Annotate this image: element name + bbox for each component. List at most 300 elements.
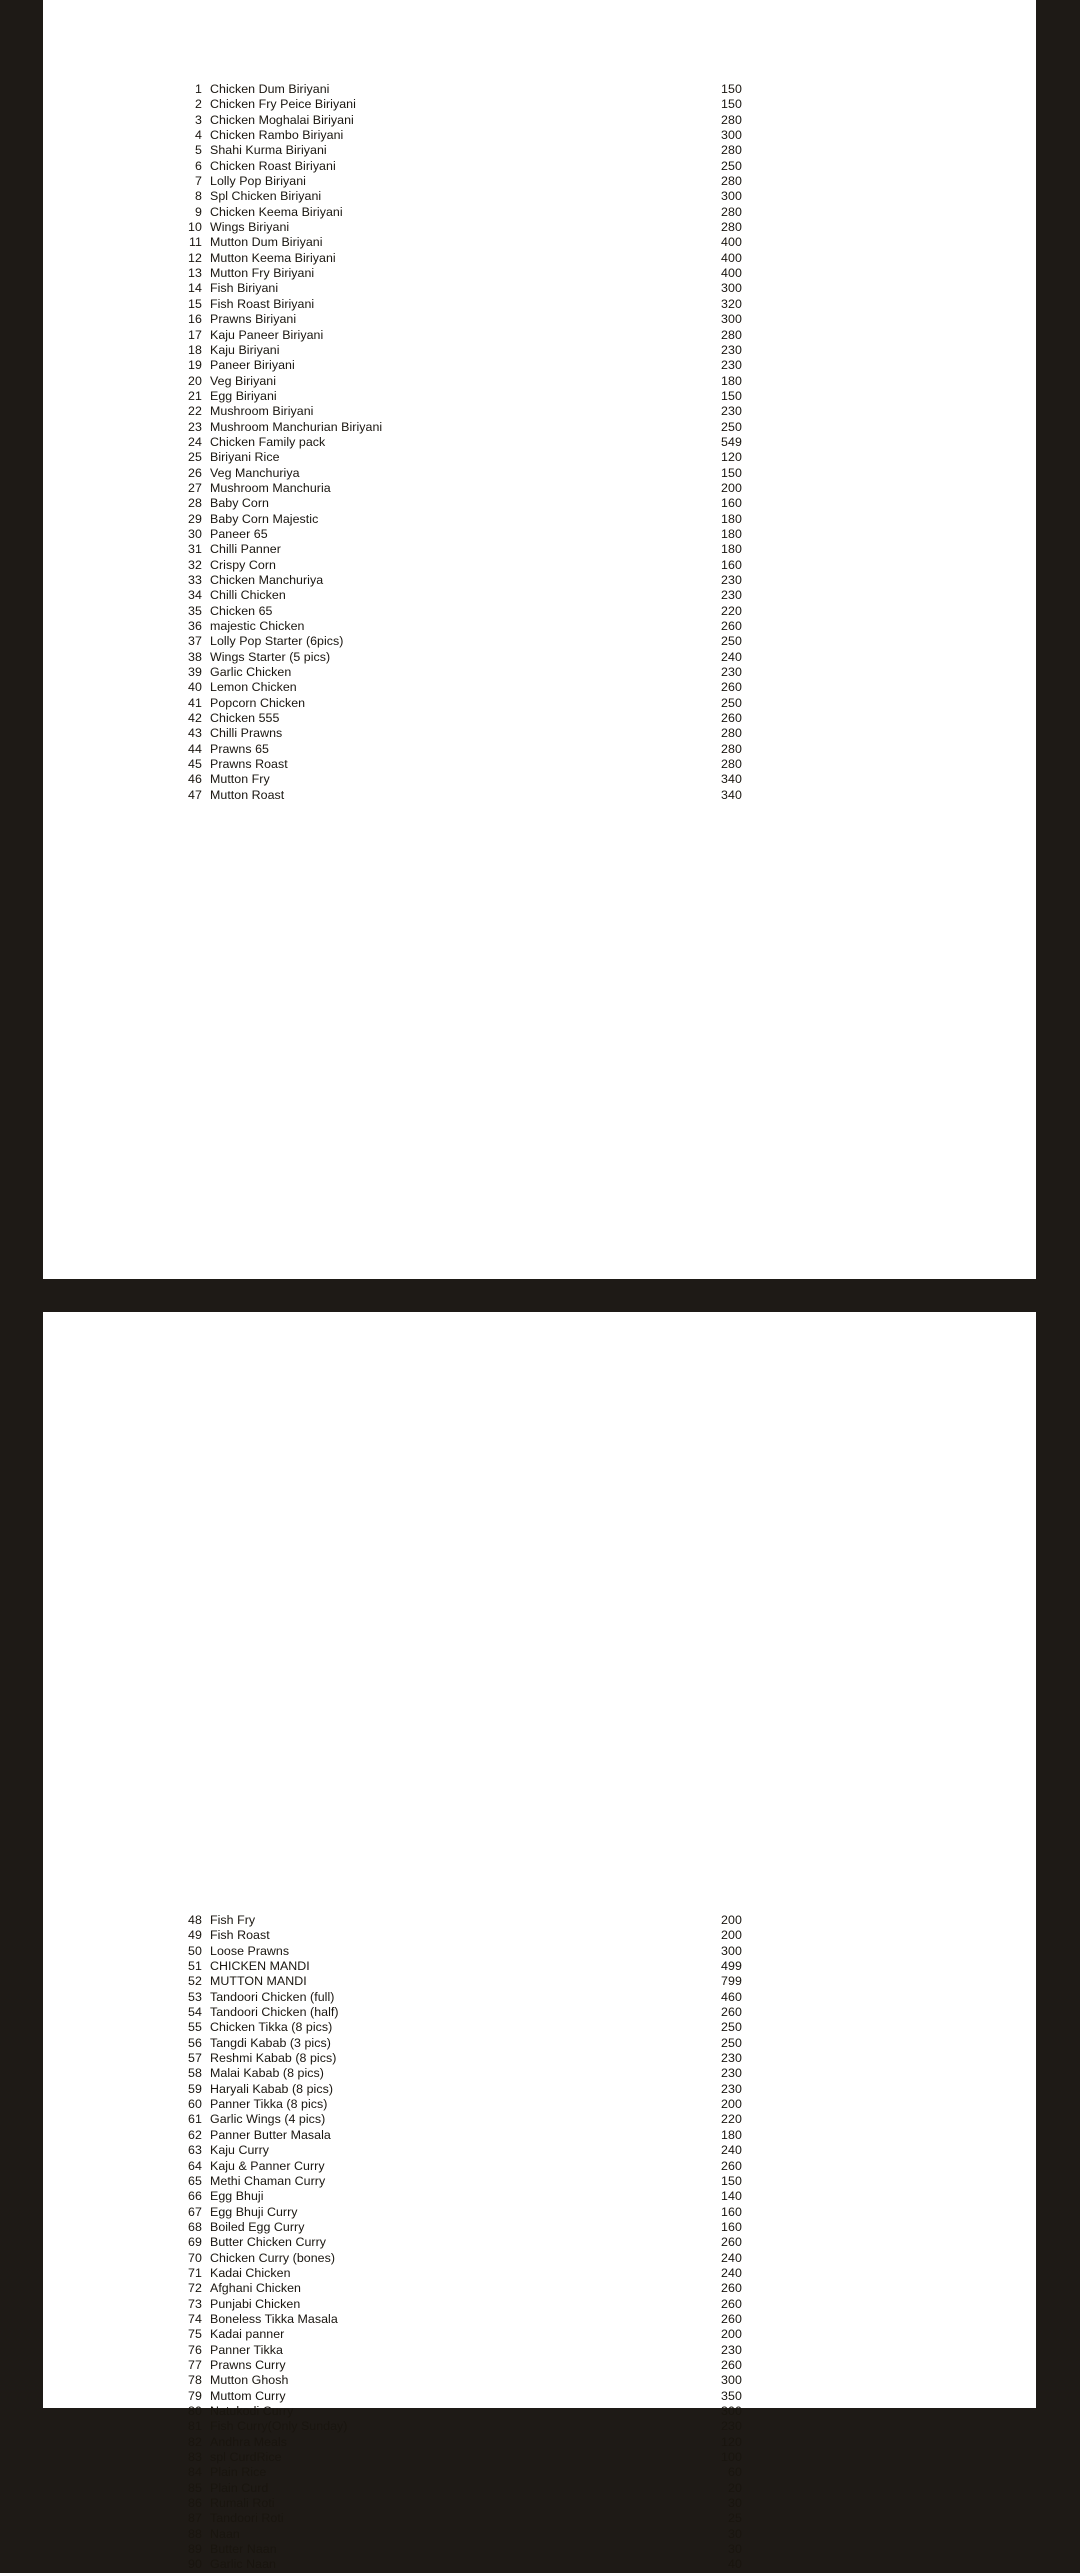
menu-item-price: 240	[721, 2265, 742, 2280]
menu-item-name: Mutton Dum Biriyani	[210, 235, 323, 250]
menu-item-row	[172, 2020, 742, 2035]
menu-item-name: Punjabi Chicken	[210, 2296, 301, 2311]
menu-item-row	[172, 2358, 742, 2373]
menu-item-number: 70	[188, 2250, 202, 2265]
menu-item-price: 240	[721, 649, 742, 664]
menu-item-name: Chicken 555	[210, 711, 280, 726]
menu-item-row	[172, 481, 742, 496]
menu-item-number: 13	[188, 266, 202, 281]
menu-item-name: CHICKEN MANDI	[210, 1959, 310, 1974]
menu-item-row	[172, 174, 742, 189]
menu-item-price: 260	[721, 2296, 742, 2311]
menu-item-row	[172, 665, 742, 680]
menu-item-name: Lolly Pop Starter (6pics)	[210, 634, 344, 649]
menu-item-number: 65	[188, 2173, 202, 2188]
menu-item-row	[172, 2389, 742, 2404]
menu-item-number: 30	[188, 526, 202, 541]
menu-item-number: 23	[188, 419, 202, 434]
menu-item-price: 280	[721, 220, 742, 235]
menu-item-list-page-1	[172, 82, 742, 803]
menu-item-price: 250	[721, 2035, 742, 2050]
menu-item-name: Chicken Tikka (8 pics)	[210, 2020, 333, 2035]
menu-item-row	[172, 2097, 742, 2112]
menu-item-name: Kadai Chicken	[210, 2265, 291, 2280]
menu-item-name: Fish Fry	[210, 1913, 256, 1927]
menu-item-number: 56	[188, 2035, 202, 2050]
menu-item-name: Muttom Curry	[210, 2388, 286, 2403]
menu-item-number: 6	[195, 158, 202, 173]
menu-item-number: 85	[188, 2480, 202, 2495]
menu-item-number: 55	[188, 2020, 202, 2035]
menu-item-name: Baby Corn	[210, 496, 269, 511]
menu-item-row	[172, 2527, 742, 2542]
menu-item-name: Baby Corn Majestic	[210, 511, 319, 526]
menu-item-number: 37	[188, 634, 202, 649]
menu-item-number: 46	[188, 772, 202, 787]
menu-item-price: 230	[721, 342, 742, 357]
menu-item-row	[172, 2297, 742, 2312]
menu-item-number: 61	[188, 2112, 202, 2127]
menu-item-number: 68	[188, 2219, 202, 2234]
menu-item-number: 40	[188, 680, 202, 695]
menu-item-price: 100	[721, 2450, 742, 2465]
menu-item-row	[172, 542, 742, 557]
menu-item-name: Chicken Fry Peice Biriyani	[210, 97, 356, 112]
menu-item-number: 5	[195, 143, 202, 158]
menu-item-number: 67	[188, 2204, 202, 2219]
menu-item-number: 39	[188, 665, 202, 680]
menu-item-number: 51	[188, 1959, 202, 1974]
menu-item-price: 260	[721, 711, 742, 726]
menu-item-row	[172, 1913, 742, 1928]
menu-item-price: 20	[728, 2480, 742, 2495]
menu-item-name: Lemon Chicken	[210, 680, 297, 695]
menu-item-row	[172, 2281, 742, 2296]
menu-item-price: 250	[721, 634, 742, 649]
menu-item-number: 22	[188, 404, 202, 419]
menu-item-name: Veg Biriyani	[210, 373, 277, 388]
menu-item-number: 16	[188, 312, 202, 327]
menu-item-name: Tangdi Kabab (3 pics)	[210, 2035, 331, 2050]
menu-item-price: 230	[721, 2342, 742, 2357]
menu-item-price: 280	[721, 112, 742, 127]
menu-item-price: 250	[721, 158, 742, 173]
menu-item-number: 4	[195, 128, 202, 143]
menu-item-row	[172, 2465, 742, 2480]
menu-item-price: 200	[721, 480, 742, 495]
menu-item-name: Garlic Wings (4 pics)	[210, 2112, 326, 2127]
menu-item-name: Mushroom Biriyani	[210, 404, 314, 419]
menu-item-price: 280	[721, 204, 742, 219]
menu-item-name: Chicken Keema Biriyani	[210, 204, 343, 219]
menu-item-price: 230	[721, 573, 742, 587]
menu-item-price: 230	[721, 588, 742, 603]
menu-item-number: 76	[188, 2342, 202, 2357]
menu-item-price: 260	[721, 680, 742, 695]
menu-item-row	[172, 97, 742, 112]
menu-item-name: Mutton Fry	[210, 772, 270, 787]
menu-item-name: Chicken Moghalai Biriyani	[210, 112, 354, 127]
menu-item-number: 8	[195, 189, 202, 204]
menu-item-price: 230	[721, 2066, 742, 2081]
menu-item-row	[172, 2174, 742, 2189]
menu-item-number: 18	[188, 342, 202, 357]
menu-item-number: 28	[188, 496, 202, 511]
menu-item-row	[172, 2312, 742, 2327]
menu-item-row	[172, 205, 742, 220]
menu-item-number: 89	[188, 2542, 202, 2557]
menu-item-number: 20	[188, 373, 202, 388]
menu-item-row	[172, 2036, 742, 2051]
menu-item-row	[172, 742, 742, 757]
document-page-2	[43, 1312, 1036, 2572]
menu-item-name: Boiled Egg Curry	[210, 2219, 305, 2234]
menu-item-number: 86	[188, 2496, 202, 2511]
menu-item-number: 29	[188, 511, 202, 526]
menu-item-number: 31	[188, 542, 202, 557]
menu-item-number: 71	[188, 2265, 202, 2280]
menu-item-price: 60	[728, 2465, 742, 2480]
menu-item-row	[172, 389, 742, 404]
menu-item-name: Butter Chicken Curry	[210, 2235, 326, 2250]
menu-item-row	[172, 496, 742, 511]
menu-item-price: 230	[721, 404, 742, 419]
menu-item-name: Natukodi Curry	[210, 2404, 294, 2418]
menu-item-name: Tandoori Chicken (full)	[210, 1989, 335, 2004]
menu-item-number: 57	[188, 2051, 202, 2066]
menu-item-row	[172, 358, 742, 373]
menu-item-number: 2	[195, 97, 202, 112]
menu-item-row	[172, 2251, 742, 2266]
menu-item-number: 83	[188, 2450, 202, 2465]
menu-item-row	[172, 2189, 742, 2204]
menu-item-name: Egg Biriyani	[210, 388, 277, 403]
menu-item-number: 81	[188, 2419, 202, 2434]
menu-item-row	[172, 2450, 742, 2465]
menu-item-number: 80	[188, 2404, 202, 2418]
menu-item-number: 47	[188, 787, 202, 802]
menu-item-price: 280	[721, 757, 742, 772]
menu-item-price: 250	[721, 419, 742, 434]
menu-item-price: 549	[721, 434, 742, 449]
menu-item-number: 69	[188, 2235, 202, 2250]
menu-item-row	[172, 2005, 742, 2020]
menu-item-price: 200	[721, 1928, 742, 1943]
menu-item-name: Kaju Curry	[210, 2143, 270, 2158]
menu-item-row	[172, 1990, 742, 2005]
menu-item-row	[172, 1974, 742, 1989]
menu-item-row	[172, 2542, 742, 2557]
menu-item-number: 62	[188, 2127, 202, 2142]
menu-item-row	[172, 1928, 742, 1943]
menu-item-name: Chilli Chicken	[210, 588, 286, 603]
menu-item-price: 280	[721, 143, 742, 158]
menu-item-name: Chicken Curry (bones)	[210, 2250, 335, 2265]
menu-item-price: 280	[721, 726, 742, 741]
menu-item-name: MUTTON MANDI	[210, 1974, 307, 1989]
menu-item-row	[172, 527, 742, 542]
menu-item-name: Mutton Ghosh	[210, 2373, 289, 2388]
menu-item-number: 75	[188, 2327, 202, 2342]
menu-item-number: 32	[188, 557, 202, 572]
menu-item-number: 38	[188, 649, 202, 664]
menu-item-row	[172, 680, 742, 695]
menu-item-price: 260	[721, 619, 742, 634]
menu-item-price: 40	[728, 2557, 742, 2572]
menu-item-name: Paneer Biriyani	[210, 358, 295, 373]
menu-item-row	[172, 2481, 742, 2496]
menu-item-name: Rumali Roti	[210, 2496, 275, 2511]
menu-item-number: 25	[188, 450, 202, 465]
menu-item-name: Chicken 65	[210, 603, 273, 618]
menu-item-price: 400	[721, 250, 742, 265]
menu-item-name: Wings Starter (5 pics)	[210, 649, 331, 664]
menu-item-number: 54	[188, 2005, 202, 2020]
menu-item-row	[172, 650, 742, 665]
menu-item-price: 400	[721, 266, 742, 281]
menu-item-name: Prawns Curry	[210, 2357, 286, 2372]
menu-item-number: 1	[195, 82, 202, 96]
menu-item-name: Panner Butter Masala	[210, 2127, 331, 2142]
menu-item-row	[172, 2220, 742, 2235]
menu-item-price: 150	[721, 465, 742, 480]
menu-item-number: 48	[188, 1913, 202, 1927]
menu-item-row	[172, 788, 742, 803]
menu-item-number: 41	[188, 695, 202, 710]
menu-item-row	[172, 772, 742, 787]
menu-item-name: Loose Prawns	[210, 1943, 290, 1958]
menu-item-price: 230	[721, 358, 742, 373]
menu-item-price: 150	[721, 82, 742, 96]
menu-item-name: Plain Rice	[210, 2465, 267, 2480]
menu-item-number: 52	[188, 1974, 202, 1989]
menu-item-name: Plain Curd	[210, 2480, 269, 2495]
menu-item-name: Egg Bhuji	[210, 2189, 264, 2204]
menu-item-row	[172, 619, 742, 634]
menu-item-number: 74	[188, 2311, 202, 2326]
menu-item-row	[172, 2159, 742, 2174]
menu-item-number: 72	[188, 2281, 202, 2296]
menu-item-number: 60	[188, 2097, 202, 2112]
menu-item-number: 90	[188, 2557, 202, 2572]
menu-item-number: 44	[188, 741, 202, 756]
menu-item-number: 78	[188, 2373, 202, 2388]
menu-item-number: 84	[188, 2465, 202, 2480]
menu-item-number: 27	[188, 480, 202, 495]
menu-item-row	[172, 2128, 742, 2143]
menu-item-number: 14	[188, 281, 202, 296]
menu-item-price: 340	[721, 787, 742, 802]
menu-item-price: 30	[728, 2542, 742, 2557]
menu-item-name: Garlic Naan	[210, 2557, 276, 2572]
menu-item-row	[172, 726, 742, 741]
menu-item-number: 7	[195, 174, 202, 189]
menu-item-price: 30	[728, 2526, 742, 2541]
menu-item-row	[172, 281, 742, 296]
menu-item-number: 34	[188, 588, 202, 603]
menu-item-list-page-2	[172, 1913, 742, 2573]
menu-item-row	[172, 343, 742, 358]
menu-item-name: Mushroom Manchurian Biriyani	[210, 419, 383, 434]
menu-item-price: 180	[721, 542, 742, 557]
menu-item-price: 150	[721, 388, 742, 403]
menu-item-price: 220	[721, 603, 742, 618]
menu-item-row	[172, 2066, 742, 2081]
menu-item-number: 36	[188, 619, 202, 634]
menu-item-row	[172, 420, 742, 435]
menu-item-price: 180	[721, 526, 742, 541]
menu-item-row	[172, 143, 742, 158]
menu-item-row	[172, 573, 742, 588]
menu-item-number: 49	[188, 1928, 202, 1943]
menu-item-price: 200	[721, 2327, 742, 2342]
menu-item-price: 499	[721, 1959, 742, 1974]
menu-item-row	[172, 312, 742, 327]
menu-item-number: 43	[188, 726, 202, 741]
menu-item-name: Fish Roast	[210, 1928, 270, 1943]
menu-item-price: 160	[721, 2219, 742, 2234]
menu-item-price: 260	[721, 2311, 742, 2326]
menu-item-price: 230	[721, 665, 742, 680]
menu-item-name: Reshmi Kabab (8 pics)	[210, 2051, 337, 2066]
menu-item-row	[172, 450, 742, 465]
menu-item-name: Popcorn Chicken	[210, 695, 306, 710]
menu-item-name: Mutton Roast	[210, 787, 285, 802]
menu-item-name: Boneless Tikka Masala	[210, 2311, 338, 2326]
menu-item-row	[172, 2266, 742, 2281]
menu-item-number: 59	[188, 2081, 202, 2096]
menu-item-row	[172, 757, 742, 772]
menu-item-row	[172, 512, 742, 527]
menu-item-price: 300	[721, 312, 742, 327]
menu-item-price: 300	[721, 1943, 742, 1958]
menu-item-row	[172, 159, 742, 174]
menu-item-name: Chicken Rambo Biriyani	[210, 128, 344, 143]
menu-item-row	[172, 1959, 742, 1974]
menu-item-price: 300	[721, 2373, 742, 2388]
menu-item-row	[172, 1944, 742, 1959]
menu-item-row	[172, 404, 742, 419]
menu-item-price: 250	[721, 695, 742, 710]
menu-item-row	[172, 2112, 742, 2127]
menu-item-name: Haryali Kabab (8 pics)	[210, 2081, 333, 2096]
menu-item-row	[172, 2373, 742, 2388]
menu-item-number: 12	[188, 250, 202, 265]
menu-item-name: Prawns 65	[210, 741, 269, 756]
menu-item-row	[172, 2205, 742, 2220]
menu-item-name: Prawns Roast	[210, 757, 288, 772]
menu-item-price: 200	[721, 1913, 742, 1927]
menu-item-name: Paneer 65	[210, 526, 268, 541]
menu-item-row	[172, 588, 742, 603]
menu-item-row	[172, 2235, 742, 2250]
menu-item-price: 180	[721, 511, 742, 526]
menu-item-name: Tandoori Chicken (half)	[210, 2005, 339, 2020]
menu-item-row	[172, 2496, 742, 2511]
menu-item-price: 300	[721, 128, 742, 143]
menu-item-number: 3	[195, 112, 202, 127]
menu-item-name: Crispy Corn	[210, 557, 276, 572]
menu-item-price: 280	[721, 327, 742, 342]
menu-item-row	[172, 220, 742, 235]
menu-item-name: Tandoori Roti	[210, 2511, 284, 2526]
menu-item-name: Andhra Meals	[210, 2434, 288, 2449]
menu-item-number: 53	[188, 1989, 202, 2004]
menu-item-number: 33	[188, 573, 202, 587]
menu-item-name: Shahi Kurma Biriyani	[210, 143, 327, 158]
menu-item-name: Chicken Roast Biriyani	[210, 158, 336, 173]
menu-item-number: 50	[188, 1943, 202, 1958]
menu-item-name: Mushroom Manchuria	[210, 480, 331, 495]
menu-item-number: 11	[188, 235, 202, 250]
menu-item-price: 230	[721, 2081, 742, 2096]
menu-item-name: majestic Chicken	[210, 619, 305, 634]
menu-item-number: 26	[188, 465, 202, 480]
menu-item-name: Wings Biriyani	[210, 220, 290, 235]
menu-item-price: 300	[721, 189, 742, 204]
menu-item-price: 799	[721, 1974, 742, 1989]
menu-item-price: 230	[721, 2051, 742, 2066]
menu-item-price: 350	[721, 2388, 742, 2403]
menu-item-price: 160	[721, 557, 742, 572]
menu-item-price: 180	[721, 2127, 742, 2142]
menu-item-name: Biriyani Rice	[210, 450, 280, 465]
menu-item-name: Fish Curry(Only Sunday)	[210, 2419, 348, 2434]
menu-item-price: 240	[721, 2250, 742, 2265]
menu-item-row	[172, 2419, 742, 2434]
menu-item-name: spl CurdRice	[210, 2450, 282, 2465]
menu-item-name: Garlic Chicken	[210, 665, 292, 680]
menu-item-row	[172, 466, 742, 481]
menu-item-price: 300	[721, 281, 742, 296]
menu-item-price: 120	[721, 2434, 742, 2449]
menu-item-price: 160	[721, 2204, 742, 2219]
menu-item-row	[172, 2082, 742, 2097]
menu-item-name: Kaju Paneer Biriyani	[210, 327, 324, 342]
menu-item-number: 10	[188, 220, 202, 235]
menu-item-name: Chicken Dum Biriyani	[210, 82, 330, 96]
menu-item-name: Panner Tikka	[210, 2342, 283, 2357]
menu-item-name: Kaju & Panner Curry	[210, 2158, 325, 2173]
menu-item-name: Mutton Keema Biriyani	[210, 250, 336, 265]
menu-item-row	[172, 2511, 742, 2526]
menu-item-row	[172, 128, 742, 143]
menu-item-price: 160	[721, 496, 742, 511]
menu-item-number: 82	[188, 2434, 202, 2449]
menu-item-row	[172, 374, 742, 389]
document-page-1	[43, 0, 1036, 1279]
menu-item-number: 63	[188, 2143, 202, 2158]
menu-item-row	[172, 2404, 742, 2419]
menu-item-price: 340	[721, 772, 742, 787]
menu-item-number: 58	[188, 2066, 202, 2081]
menu-item-name: Malai Kabab (8 pics)	[210, 2066, 324, 2081]
menu-item-price: 230	[721, 2419, 742, 2434]
menu-item-name: Fish Roast Biriyani	[210, 296, 315, 311]
menu-item-number: 42	[188, 711, 202, 726]
menu-item-price: 460	[721, 1989, 742, 2004]
menu-item-price: 260	[721, 2281, 742, 2296]
menu-item-row	[172, 235, 742, 250]
menu-item-number: 64	[188, 2158, 202, 2173]
menu-item-number: 88	[188, 2526, 202, 2541]
menu-item-row	[172, 558, 742, 573]
menu-item-price: 400	[721, 235, 742, 250]
menu-item-price: 150	[721, 2173, 742, 2188]
menu-item-price: 260	[721, 2005, 742, 2020]
menu-item-name: Spl Chicken Biriyani	[210, 189, 322, 204]
menu-item-name: Naan	[210, 2526, 240, 2541]
